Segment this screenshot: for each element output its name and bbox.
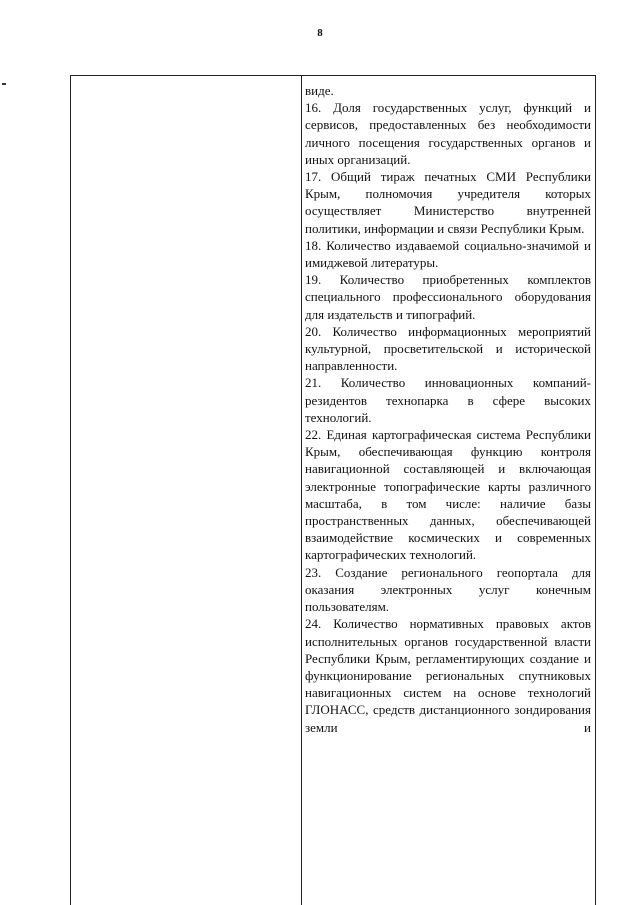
paragraph-item-20: 20. Количество информационных мероприятий культурной, просветительской и исторической направленности. bbox=[305, 323, 591, 374]
document-table bbox=[70, 75, 596, 905]
paragraph-item-17: 17. Общий тираж печатных СМИ Республики Крым, полномочия учредителя которых осуществляет Министерство внутренней политики, информации и связи Республики Крым. bbox=[305, 169, 591, 236]
margin-mark bbox=[2, 83, 6, 85]
table-right-column bbox=[305, 82, 591, 736]
paragraph-item-18: 18. Количество издаваемой социально-значимой и имиджевой литературы. bbox=[305, 237, 591, 271]
paragraph-item-21: 21. Количество инновационных компаний-резидентов технопарка в сфере высоких технологий. bbox=[305, 375, 591, 425]
table-left-column bbox=[71, 76, 302, 905]
paragraph-item-16: 16. Доля государственных услуг, функций и сервисов, предоставленных без необходимости личного посещения государственных органов и иных организаций. bbox=[305, 100, 591, 167]
paragraph-continuation: виде. bbox=[305, 83, 334, 98]
paragraph-item-22: 22. Единая картографическая система Республики Крым, обеспечивающая функцию контроля навигационной составляющей и включающая электронные топографические карты различного масштаба, в том числе: наличие базы пространственных данных, обеспечивающей взаимодействие космических и современных картографических технологий. bbox=[305, 427, 591, 563]
paragraph-item-19: 19. Количество приобретенных комплектов специального профессионального оборудования для издательств и типографий. bbox=[305, 272, 591, 322]
paragraph-item-23: 23. Создание регионального геопортала для оказания электронных услуг конечным пользователям. bbox=[305, 564, 591, 615]
paragraph-item-24: 24. Количество нормативных правовых актов исполнительных органов государственной власти Республики Крым, регламентирующих создание и функционирование региональных спутниковых навигационных систем на основе технологий ГЛОНАСС, средств дистанционного зондирования земли и bbox=[305, 616, 591, 735]
page-number: 8 bbox=[317, 27, 323, 39]
